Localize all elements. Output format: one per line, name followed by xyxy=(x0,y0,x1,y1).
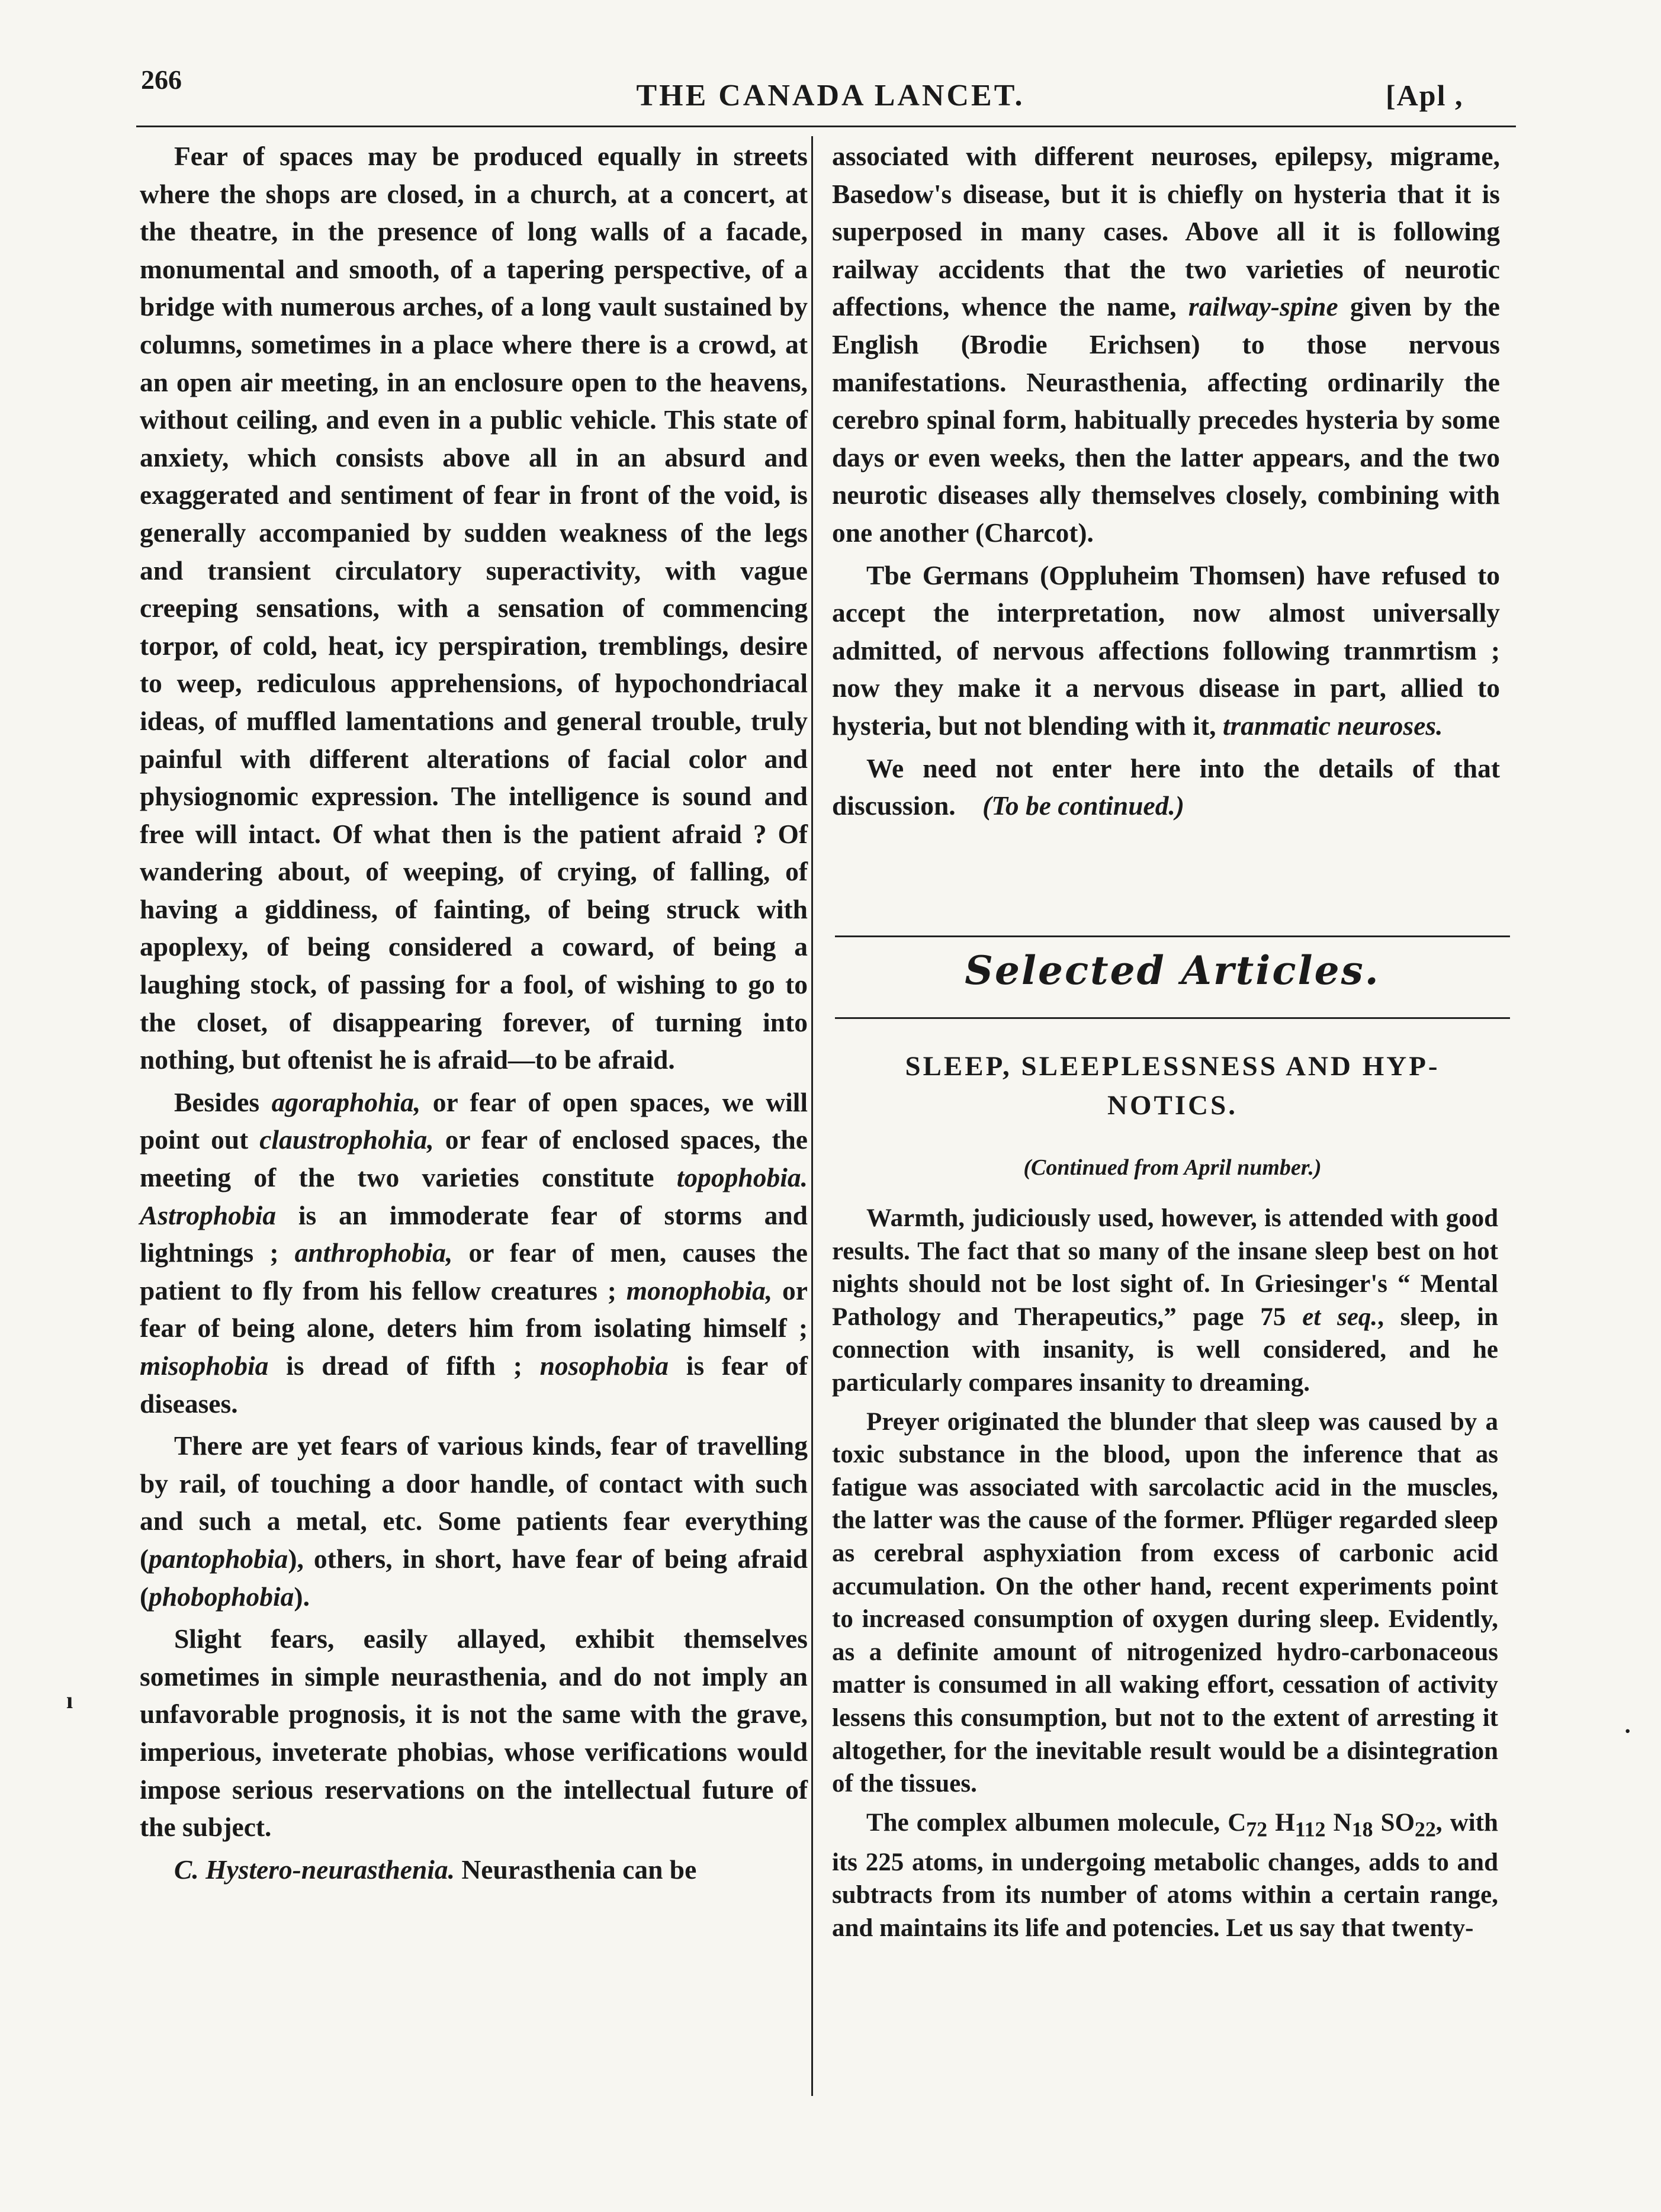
article-title-line-1: SLEEP, SLEEPLESSNESS AND HYP- xyxy=(905,1051,1440,1082)
stray-mark-left: ı xyxy=(66,1687,73,1713)
left-paragraph-2: Besides agoraphohia, or fear of open spaces, we will point out claustrophohia, or fear of enclosed spaces, the meeting of the two varieties constitute topophobia. Astrophobia is an immoderate fear of storms and lightnings ; anthrophobia, or fear of men, causes the patient to fly from his fellow creatures ; monophobia, or fear of being alone, deters him from isolating himself ; misophobia is dread of fifth ; nosophobia is fear of diseases. xyxy=(140,1086,808,1419)
article-paragraph-1: Warmth, judiciously used, however, is attended with good results. The fact that so many of the insane sleep best on hot nights should not be lost sight of. In Griesinger's “ Mental Pathology and Therapeutics,” page 75 et seq., sleep, in connection with insanity, is well considered, and he particularly compares insanity to dreaming. xyxy=(832,1204,1498,1397)
article-title xyxy=(832,1047,1513,1125)
running-title: THE CANADA LANCET. xyxy=(636,79,1025,112)
article-title-line-2: NOTICS. xyxy=(1107,1090,1238,1121)
right-column xyxy=(832,137,1500,825)
stray-mark-right: · xyxy=(1624,1718,1632,1744)
section-rule-top xyxy=(835,935,1510,937)
date-mark: [Apl , xyxy=(1386,79,1464,112)
left-paragraph-3: There are yet fears of various kinds, fear of travelling by rail, of touching a door handle, of contact with such and such a metal, etc. Some patients fear everything (pantophobia), others, in short, have fear of being afraid (phobophobia). xyxy=(140,1430,808,1612)
article-paragraph-3: The complex albumen molecule, $C_{72}$ $H_{112}$ $N_{18}$ $SO_{22}$, with its 225 atoms, in undergoing metabolic changes, adds to and subtracts from its number of atoms within a certain range, and maintains its life and potencies. Let us say that twenty- xyxy=(832,1808,1498,1943)
section-heading: Selected Articles. xyxy=(965,947,1380,994)
page-number: 266 xyxy=(141,65,182,95)
right-paragraph-3: We need not enter here into the details of that discussion. (To be continued.) xyxy=(832,753,1500,821)
left-column xyxy=(140,137,808,1888)
article-body xyxy=(832,1202,1498,1945)
right-paragraph-1: associated with different neuroses, epilepsy, migrame, Basedow's disease, but it is chiefly on hysteria that it is superposed in many cases. Above all it is following railway accidents that the two varieties of neurotic affections, whence the name, railway-spine given by the English (Brodie Erichsen) to those nervous manifestations. Neurasthenia, affecting ordinarily the cerebro spinal form, habitually precedes hysteria by some days or even weeks, then the latter appears, and the two neurotic diseases ally themselves closely, combining with one another (Charcot). xyxy=(832,141,1500,548)
left-paragraph-5: C. Hystero-neurasthenia. Neurasthenia can be xyxy=(174,1854,697,1885)
header-rule xyxy=(136,126,1516,127)
left-paragraph-4: Slight fears, easily allayed, exhibit themselves sometimes in simple neurasthenia, and do not imply an unfavorable prognosis, it is not the same with the grave, imperious, inveterate phobias, whose verifications would impose serious reservations on the intellectual future of the subject. xyxy=(140,1623,808,1843)
article-paragraph-2: Preyer originated the blunder that sleep was caused by a toxic substance in the blood, upon the inference that as fatigue was associated with sarcolactic acid in the muscles, the latter was the cause of the former. Pflüger regarded sleep as cerebral asphyxiation from excess of carbonic acid accumulation. On the other hand, recent experiments point to increased consumption of oxygen during sleep. Evidently, as a definite amount of nitrogenized hydro-carbonaceous matter is consumed in all waking effort, cessation of activity lessens this consumption, but not to the extent of arresting it altogether, for the inevitable result would be a disintegration of the tissues. xyxy=(832,1407,1498,1798)
column-divider xyxy=(811,136,813,2096)
right-paragraph-2: Tbe Germans (Oppluheim Thomsen) have refused to accept the interpretation, now almost universally admitted, of nervous affections following tranmrtism ; now they make it a nervous disease in part, allied to hysteria, but not blending with it, tranmatic neuroses. xyxy=(832,560,1500,741)
left-paragraph-1: Fear of spaces may be produced equally in streets where the shops are closed, in a church, at a concert, at the theatre, in the presence of long walls of a facade, monumental and smooth, of a tapering perspective, of a bridge with numerous arches, of a long vault sustained by columns, sometimes in a place where there is a crowd, at an open air meeting, in an enclosure open to the heavens, without ceiling, and even in a public vehicle. This state of anxiety, which consists above all in an absurd and exaggerated and sentiment of fear in front of the void, is generally accompanied by sudden weakness of the legs and transient circulatory superactivity, with vague creeping sensations, with a sensation of commencing torpor, of cold, heat, icy perspiration, tremblings, desire to weep, rediculous apprehensions, of hypochondriacal ideas, of muffled lamentations and general trouble, truly painful with different alterations of facial color and physiognomic expression. The intelligence is sound and free will intact. Of what then is the patient afraid ? Of wandering about, of weeping, of crying, of falling, of having a giddiness, of fainting, of being struck with apoplexy, of being considered a coward, of being a laughing stock, of passing for a fool, of wishing to go to the closet, of disappearing forever, of turning into nothing, but oftenist he is afraid—to be afraid. xyxy=(140,141,808,1075)
article-continuation-note: (Continued from April number.) xyxy=(1023,1155,1322,1180)
section-rule-bottom xyxy=(835,1017,1510,1019)
